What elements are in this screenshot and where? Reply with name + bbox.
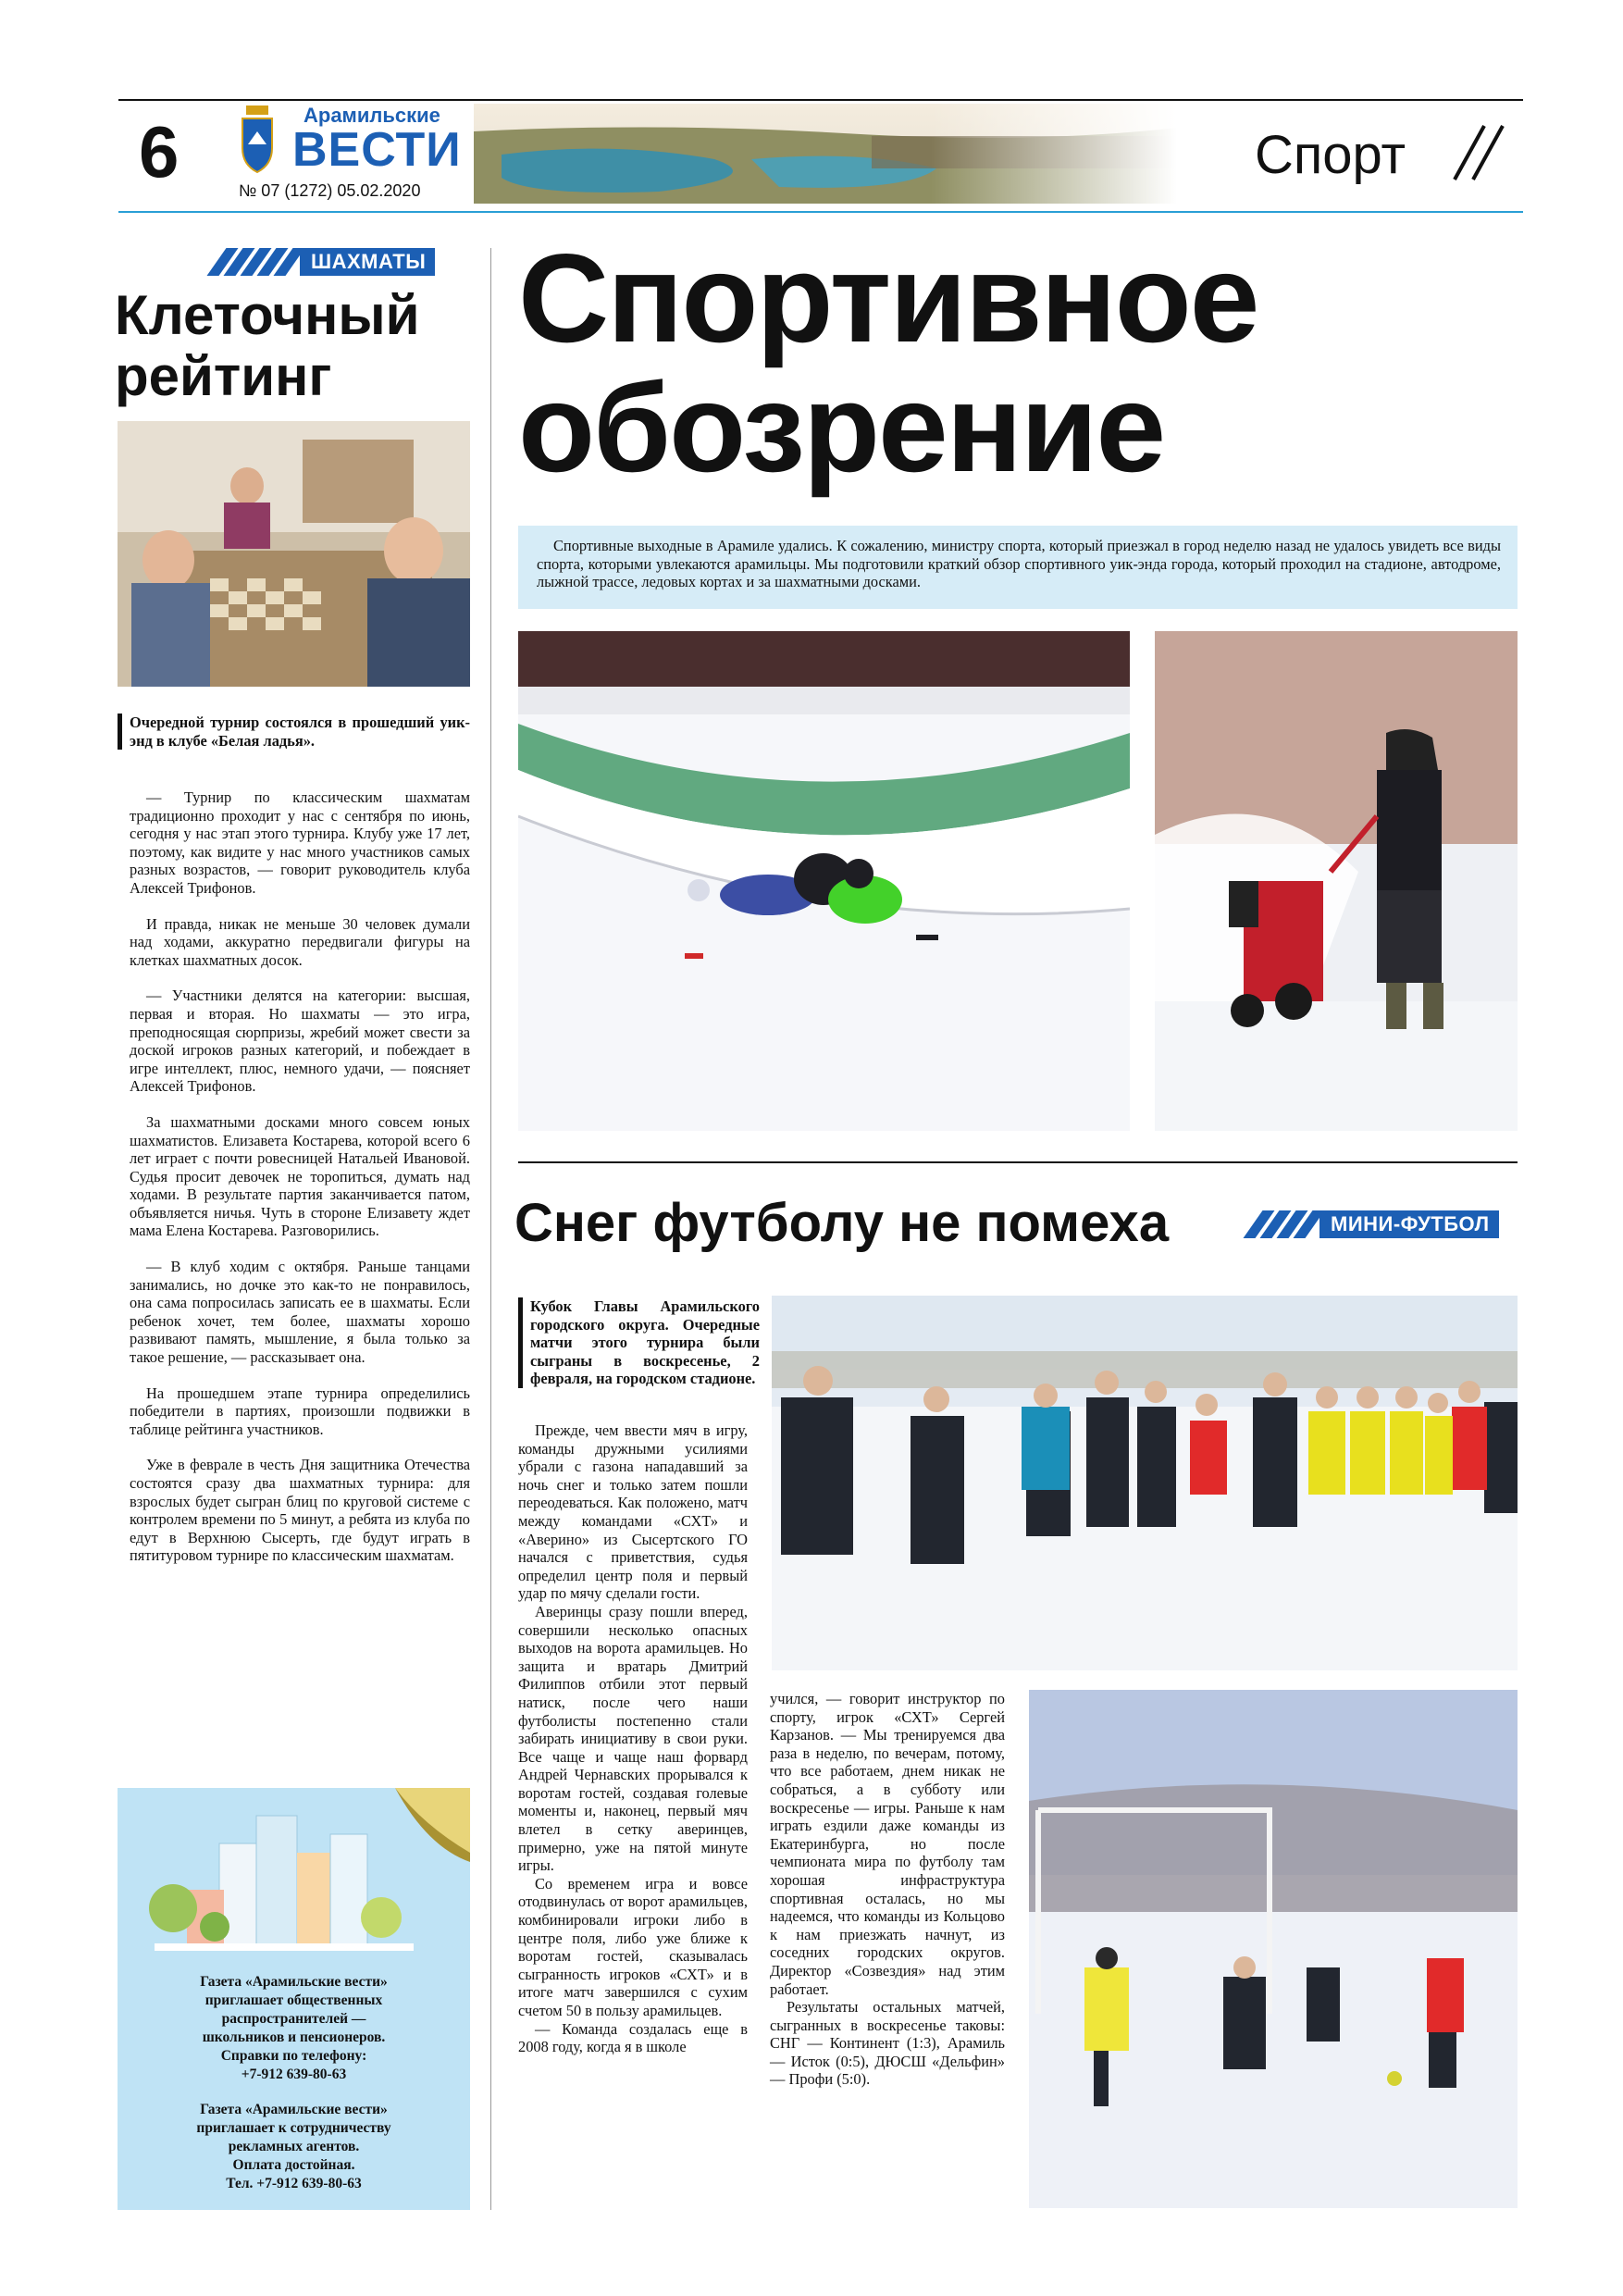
logo-small-text: Арамильские: [304, 104, 440, 127]
ad-line: Оплата достойная.: [232, 2157, 355, 2173]
chess-title-line2: рейтинг: [115, 345, 332, 407]
chess-paragraph: За шахматными досками много совсем юных шахматистов. Елизавета Костарева, которой всего 6 лет играет с почти ровесницей Натальей Ивановой. Судья просит девочек не торопиться, думать над ходами. В результате партия заканчивается патом, объявляется ничья. Чуть в стороне Елизавету ждет мама Елена Костарева. Разговорились.: [130, 1112, 470, 1240]
ad-line: распространителей —: [221, 2011, 366, 2027]
coat-of-arms-icon: [239, 104, 276, 174]
logo-big-text: ВЕСТИ: [292, 123, 462, 177]
chess-body: [130, 788, 470, 1582]
ad-line: Газета «Арамильские вести»: [200, 1974, 388, 1990]
chess-title-line1: Клеточный: [115, 284, 420, 346]
football-paragraph: учился, — говорит инструктор по спорту, игрок «СХТ» Сергей Карзанов. — Мы тренируемся два раза в неделю, по вечерам, потому, что все работаем, днем никак не собраться, а в субботу или воскресенье — игры. Раньше к нам играть ездили даже команды из Екатеринбурга, но после чемпионата мира по футболу там хорошая инфраструктура спортивная осталась, но мы надеемся, что команды из Кольцово к нам приезжать начнут, из соседних городских округов. Директор «Созвездия» над этим работает.: [770, 1690, 1005, 1998]
football-paragraph: — Команда создалась еще в 2008 году, когда я в школе: [518, 2019, 748, 2056]
review-title-line2: обозрение: [518, 357, 1165, 498]
football-tag-label: МИНИ-ФУТБОЛ: [1319, 1210, 1499, 1238]
ad-line: рекламных агентов.: [228, 2139, 360, 2154]
ad-line: Тел. +7-912 639-80-63: [226, 2176, 362, 2191]
chess-paragraph: — Турнир по классическим шахматам традиционно проходит у нас с сентября по июнь, сегодня у нас этап этого турнира. Клубу уже 17 лет, поэтому, как видите у нас много участников самых разных возрастов, — говорит руководитель клуба Алексей Трифонов.: [130, 788, 470, 897]
header-bottom-rule: [118, 211, 1523, 213]
chess-tag: [217, 248, 435, 276]
football-lead: Кубок Главы Арамильского городского округа. Очередные матчи этого турнира были сыграны в воскресенье, 2 февраля, на городском стадионе.: [518, 1297, 760, 1388]
ad-line: приглашает к сотрудничеству: [196, 2120, 391, 2136]
chess-photo: [118, 421, 470, 687]
hockey-photo: [518, 631, 1130, 1131]
chess-title: [115, 285, 419, 407]
snowblower-photo: [1155, 631, 1518, 1131]
football-col1: [518, 1421, 748, 2056]
logo: [239, 104, 461, 180]
football-title: Снег футболу не помеха: [514, 1193, 1170, 1253]
review-intro: Спортивные выходные в Арамиле удались. К сожалению, министру спорта, который приезжал в город неделю назад не удалось увидеть все виды спорта, которыми увлекаются арамильцы. Мы подготовили краткий обзор спортивного уик-энда города, который проходил на стадионе, автодроме, лыжной трассе, ледовых кортах и за шахматными досками.: [537, 537, 1501, 591]
football-col2: [770, 1690, 1005, 2089]
football-paragraph: Прежде, чем ввести мяч в игру, команды дружными усилиями убрали с газона нападавший за ночь снег и только затем пошли переодеваться. Как положено, матч между командами «СХТ» и «Аверино» из Сысертского ГО начался с приветствия, судья определил центр поля и первый удар по мячу сделали гости.: [518, 1421, 748, 1603]
review-title-line1: Спортивное: [518, 228, 1258, 368]
football-tag: [1253, 1210, 1499, 1238]
match-photo: [1029, 1690, 1518, 2208]
review-intro-box: [518, 526, 1518, 609]
chess-paragraph: — Участники делятся на категории: высшая, первая и вторая. Но шахматы — это игра, преподносящая сюрпризы, жребий может свести за доской игроков разных категорий, и побеждает в игре интеллект, плюс, немного удачи, — поясняет Алексей Трифонов.: [130, 987, 470, 1096]
tag-stripes-icon: [1253, 1210, 1319, 1238]
ad-line: Справки по телефону:: [220, 2048, 367, 2064]
column-divider: [490, 248, 491, 2210]
football-paragraph: Результаты остальных матчей, сыгранных в воскресенье таковы: СНГ — Континент (1:3), Арамиль — Исток (0:5), ДЮСШ «Дельфин» — Профи (5:0).: [770, 1998, 1005, 2089]
football-paragraph: Со временем игра и вовсе отодвинулась от ворот арамильцев, комбинировали игроки либо в центре поля, либо уже ближе к воротам гостей, сказывалась сыгранность игроков «СХТ» и в итоге матч завершился с сухим счетом 50 в пользу арамильцев.: [518, 1874, 748, 2019]
chess-paragraph: Уже в феврале в честь Дня защитника Отечества состоятся сразу два шахматных турнира: для взрослых будет сыгран блиц по круговой системе с контролем времени по 5 минут, а ребята из клуба по едут в Верхнюю Сысерть, где будут играть в пятитуровом турнире по классическим шахматам.: [130, 1456, 470, 1565]
football-top-rule: [518, 1161, 1518, 1163]
football-paragraph: Аверинцы сразу пошли вперед, совершили несколько опасных выходов на ворота арамильцев. Но защита и вратарь Дмитрий Филиппов отбили этот первый натиск, после чего наши футболисты постепенно стали забирать инициативу в свои руки. Все чаще и чаще наш форвард Андрей Чернавских прорывался к воротам гостей, создавая голевые моменты и, наконец, первый мяч влетел в сетку аверинцев, примерно, уже на пятой минуте игры.: [518, 1602, 748, 1875]
chess-paragraph: На прошедшем этапе турнира определились победители в партиях, произошли подвижки в таблице рейтинга участников.: [130, 1384, 470, 1438]
ad-text: [136, 1973, 452, 2193]
tag-stripes-icon: [217, 248, 300, 276]
ad-line: приглашает общественных: [204, 1992, 383, 2008]
issue-number: № 07 (1272) 05.02.2020: [239, 181, 421, 200]
ad-line: Газета «Арамильские вести»: [200, 2102, 388, 2117]
ad-line: школьников и пенсионеров.: [202, 2029, 386, 2045]
section-title: Спорт: [1255, 125, 1406, 185]
chess-paragraph: — В клуб ходим с октября. Раньше танцами занимались, но дочке это как-то не понравилось, она сама попросилась записать ее в шахматы. Если ребенок хочет, тем более, шахматы хорошо развивают память, мышление, я была только за такое решение, — рассказывает она.: [130, 1258, 470, 1367]
page-number: 6: [139, 111, 180, 192]
section-slashes-icon: [1449, 122, 1512, 183]
chess-lead: Очередной турнир состоялся в прошедший уик-энд в клубе «Белая ладья».: [118, 714, 470, 750]
header-top-rule: [118, 99, 1523, 101]
chess-tag-label: ШАХМАТЫ: [300, 248, 435, 276]
team-photo: [772, 1296, 1518, 1670]
chess-paragraph: И правда, никак не меньше 30 человек думали над ходами, аккуратно передвигали фигуры на клетках шахматных досок.: [130, 914, 470, 969]
review-title: [518, 228, 1258, 498]
city-illustration: [118, 1788, 470, 1964]
header-panorama: [474, 104, 1177, 204]
ad-line: +7-912 639-80-63: [241, 2066, 347, 2082]
advertisement: [118, 1788, 470, 2210]
